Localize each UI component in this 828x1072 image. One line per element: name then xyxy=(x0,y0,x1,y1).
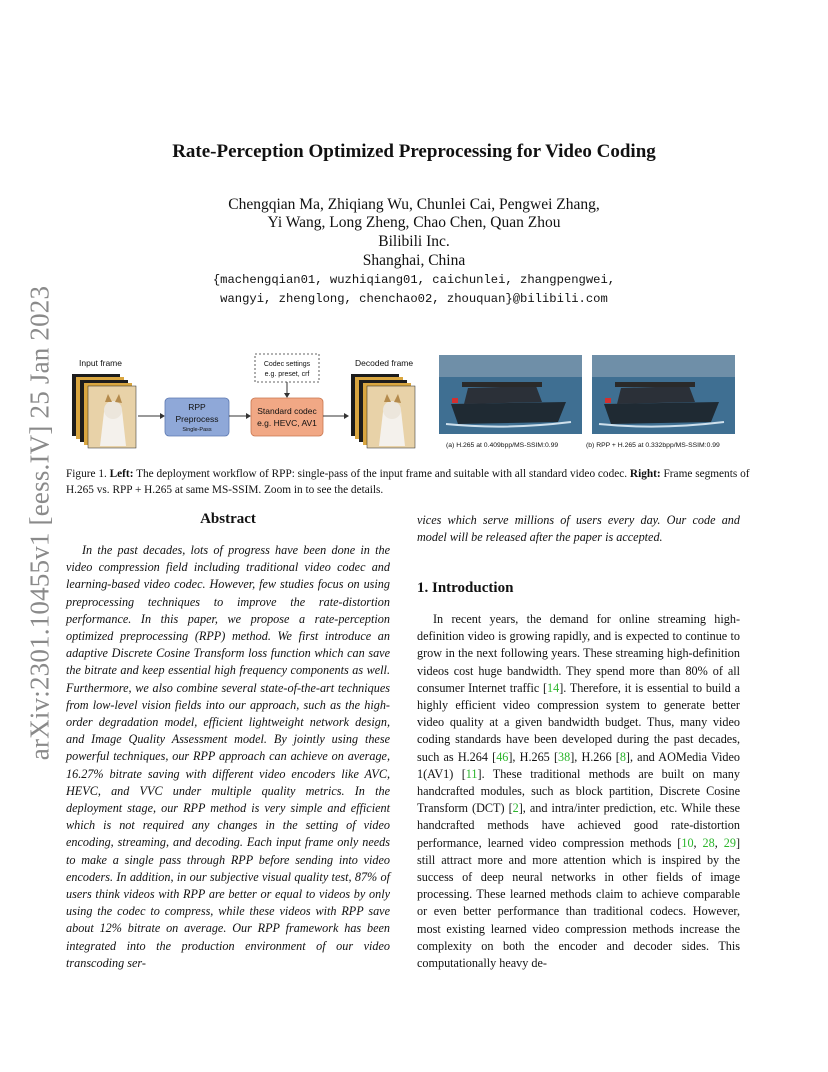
intro-heading: 1. Introduction xyxy=(417,580,514,596)
citation-link[interactable]: 2 xyxy=(512,801,519,816)
input-frame-stack xyxy=(72,374,136,448)
abstract-heading: Abstract xyxy=(200,511,256,527)
figure-caption xyxy=(66,466,766,498)
subcaption-b: (b) RPP + H.265 at 0.332bpp/MS-SSIM:0.99 xyxy=(586,442,720,449)
codec-settings-label-1: Codec settings xyxy=(263,361,311,368)
abstract-body xyxy=(66,542,390,972)
figure-1 xyxy=(66,352,766,457)
codec-label-2: e.g. HEVC, AV1 xyxy=(257,418,317,428)
boat-image-a xyxy=(439,355,582,434)
caption-left-label: Left: xyxy=(109,468,134,480)
codec-settings-label-2: e.g. preset, crf xyxy=(264,371,310,378)
arxiv-stamp-text: arXiv:2301.10455v1 [eess.IV] 25 Jan 2023 xyxy=(24,285,55,761)
affiliation: Bilibili Inc. xyxy=(378,233,450,250)
citation-link[interactable]: 8 xyxy=(619,749,626,764)
caption-prefix: Figure 1. xyxy=(66,468,107,480)
paper-title: Rate-Perception Optimized Preprocessing for Video Coding xyxy=(172,141,656,162)
caption-right-text: Frame segments of H.265 vs. RPP + H.265 at same MS-SSIM. Zoom in to see the details. xyxy=(66,468,750,496)
citation-link[interactable]: 10 xyxy=(681,835,694,850)
subcaption-a: (a) H.265 at 0.409bpp/MS-SSIM:0.99 xyxy=(446,442,559,449)
decoded-frame-label: Decoded frame xyxy=(355,358,414,368)
citation-link[interactable]: 38 xyxy=(558,749,571,764)
intro-body xyxy=(417,611,740,972)
decoded-frame-stack xyxy=(351,374,415,448)
citation-link[interactable]: 46 xyxy=(496,749,509,764)
rpp-label-2: Preprocess xyxy=(175,414,219,424)
citation-link[interactable]: 11 xyxy=(465,766,478,781)
codec-label-1: Standard codec xyxy=(257,406,317,416)
author-line-2: Yi Wang, Long Zheng, Chao Chen, Quan Zhou xyxy=(267,214,561,231)
input-frame-label: Input frame xyxy=(79,358,122,368)
author-line-1: Chengqian Ma, Zhiqiang Wu, Chunlei Cai, Pengwei Zhang, xyxy=(228,196,600,213)
location: Shanghai, China xyxy=(362,252,466,269)
email-line-1: {machengqian01, wuzhiqiang01, caichunlei, zhangpengwei, xyxy=(212,273,616,287)
caption-left-text: The deployment workflow of RPP: single-pass of the input frame and suitable with all standard video codec. xyxy=(136,468,628,480)
figure-1-graphic xyxy=(66,352,766,457)
citation-link[interactable]: 29 xyxy=(723,835,736,850)
arxiv-stamp xyxy=(20,285,60,761)
caption-right-label: Right: xyxy=(629,468,661,480)
email-line-2: wangyi, zhenglong, chenchao02, zhouquan}@bilibili.com xyxy=(220,292,608,306)
intro-paragraph: In recent years, the demand for online streaming high-definition video is growing rapidly, and is expected to continue to grow in the next following years. These streaming high-definition videos cost huge bandwidth. They spend more than 80% of all consumer Internet traffic [14]. Therefore, it is essential to build a highly efficient video compression system to generate better video quality at a given bandwidth budget. Thus, many video coding standards have been developed during the past decades, such as H.264 [46], H.265 [38], H.266 [8], and AOMedia Video 1(AV1) [11]. These traditional methods are built on many handcrafted modules, such as block partition, Discrete Cosine Transform (DCT) [2], and intra/inter prediction, etc. While these handcrafted methods have achieved good rate-distortion performance, learned video compression methods [10, 28, 29] still attract more and more attention which is inspired by the success of deep neural networks in other fields of image processing. These learned methods claim to achieve comparable or even better performance than traditional codecs. However, most existing learned video compression methods increase the complexity on both the encoder and decoder sides. This computationally heavy de- xyxy=(417,612,740,971)
rpp-label-3: Single-Pass xyxy=(182,427,212,433)
citation-link[interactable]: 14 xyxy=(547,680,560,695)
citation-link[interactable]: 28 xyxy=(702,835,715,850)
abstract-continued: vices which serve millions of users every day. Our code and model will be released after the paper is accepted. xyxy=(417,513,740,545)
boat-image-b xyxy=(592,355,735,434)
abstract-text: In the past decades, lots of progress have been done in the video compression field including traditional video codec and learning-based video codec. However, few studies focus on using preprocessing techniques to improve the rate-distortion performance. In this paper, we propose a rate-perception optimized preprocessing (RPP) method. We first introduce an adaptive Discrete Cosine Transform loss function which can save the bitrate and keep essential high frequency components as well. Furthermore, we also combine several state-of-the-art techniques from low-level vision fields into our approach, such as the high-order degradation model, efficient lightweight network design, and Image Quality Assessment model. By jointly using these powerful techniques, our RPP approach can achieve on average, 16.27% bitrate saving with different video encoders like AVC, HEVC, and VVC under multiple quality metrics. In the deployment stage, our RPP method is very simple and efficient which is not required any changes in the setting of video encoding, streaming, and decoding. Each input frame only needs to make a single pass through RPP before sending into video encoders. In addition, in our subjective visual quality test, 87% of users think videos with RPP are better or equal to videos by only using the codec to compress, while these videos with RPP save about 12% bitrate on average. Our RPP framework has been integrated into the production environment of our video transcoding ser- xyxy=(66,543,390,970)
codec-box xyxy=(251,398,323,436)
rpp-label-1: RPP xyxy=(188,402,206,412)
